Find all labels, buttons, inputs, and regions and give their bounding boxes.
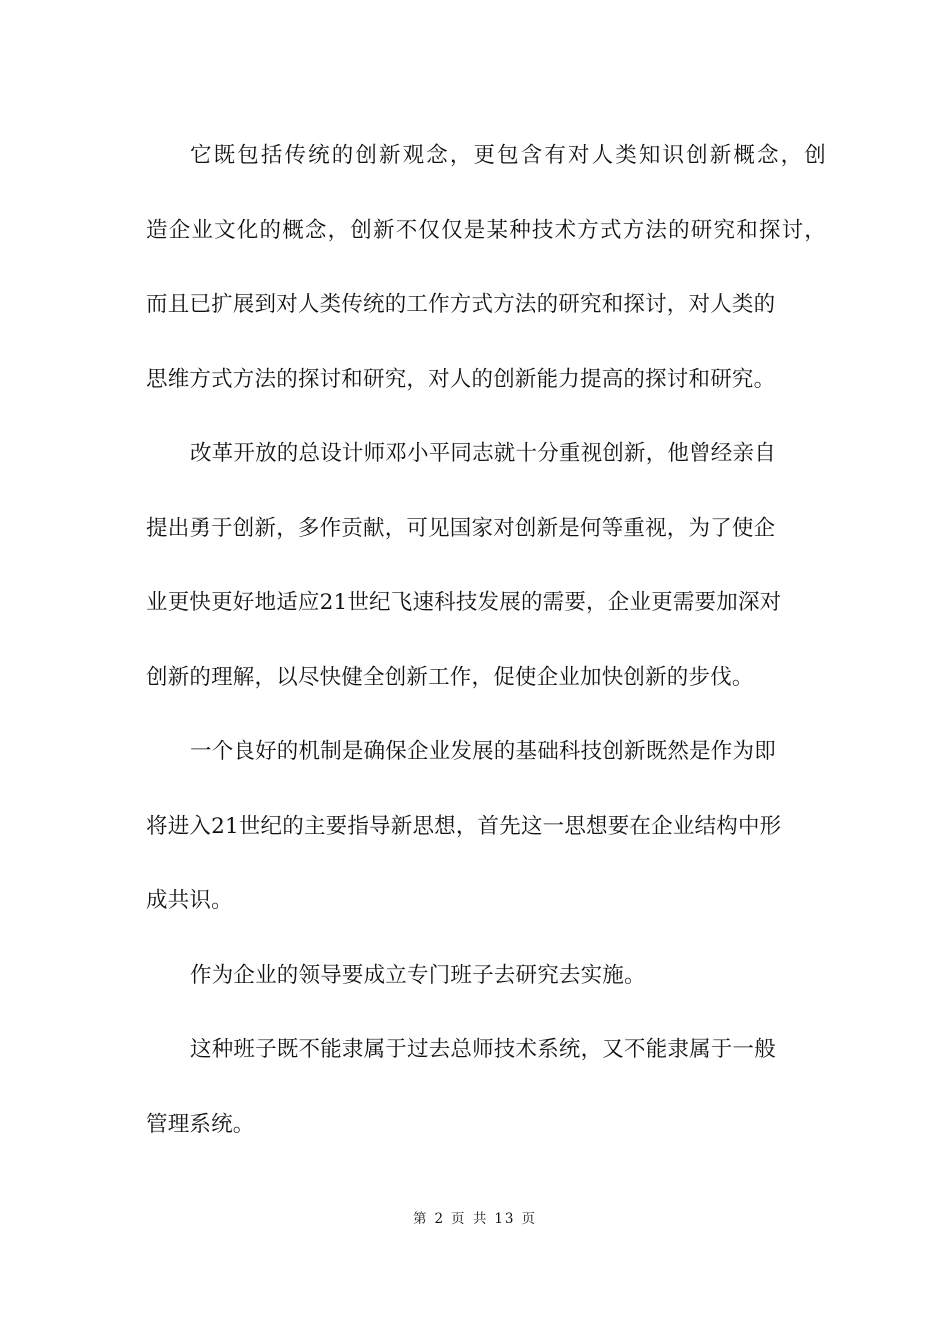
paragraph-line: 创新的理解，以尽快健全创新工作，促使企业加快创新的步伐。: [146, 665, 754, 690]
paragraph-line: 管理系统。: [146, 1112, 255, 1137]
current-page-number: 2: [434, 1211, 446, 1227]
paragraph-line: 而且已扩展到对人类传统的工作方式方法的研究和探讨，对人类的: [146, 292, 776, 317]
paragraph-line: 这种班子既不能隶属于过去总师技术系统，又不能隶属于一般: [190, 1037, 776, 1062]
page-footer: [0, 1209, 950, 1229]
footer-middle: 页 共: [451, 1211, 489, 1227]
paragraph-line: 提出勇于创新，多作贡献，可见国家对创新是何等重视，为了使企: [146, 516, 776, 541]
paragraph-line: 将进入21世纪的主要指导新思想，首先这一思想要在企业结构中形: [146, 814, 782, 839]
footer-suffix: 页: [521, 1211, 538, 1227]
paragraph-line: 成共识。: [146, 888, 233, 913]
paragraph-line: 它既包括传统的创新观念，更包含有对人类知识创新概念，创: [190, 143, 826, 168]
paragraph-line: 业更快更好地适应21世纪飞速科技发展的需要，企业更需要加深对: [146, 590, 782, 615]
paragraph-line: 造企业文化的概念，创新不仅仅是某种技术方式方法的研究和探讨，: [146, 218, 826, 243]
paragraph-line: 作为企业的领导要成立专门班子去研究去实施。: [190, 963, 646, 988]
paragraph-line: 思维方式方法的探讨和研究，对人的创新能力提高的探讨和研究。: [146, 367, 776, 392]
paragraph-line: 改革开放的总设计师邓小平同志就十分重视创新，他曾经亲自: [190, 441, 776, 466]
paragraph-line: 一个良好的机制是确保企业发展的基础科技创新既然是作为即: [190, 739, 776, 764]
total-page-number: 13: [494, 1211, 516, 1227]
footer-prefix: 第: [412, 1211, 429, 1227]
